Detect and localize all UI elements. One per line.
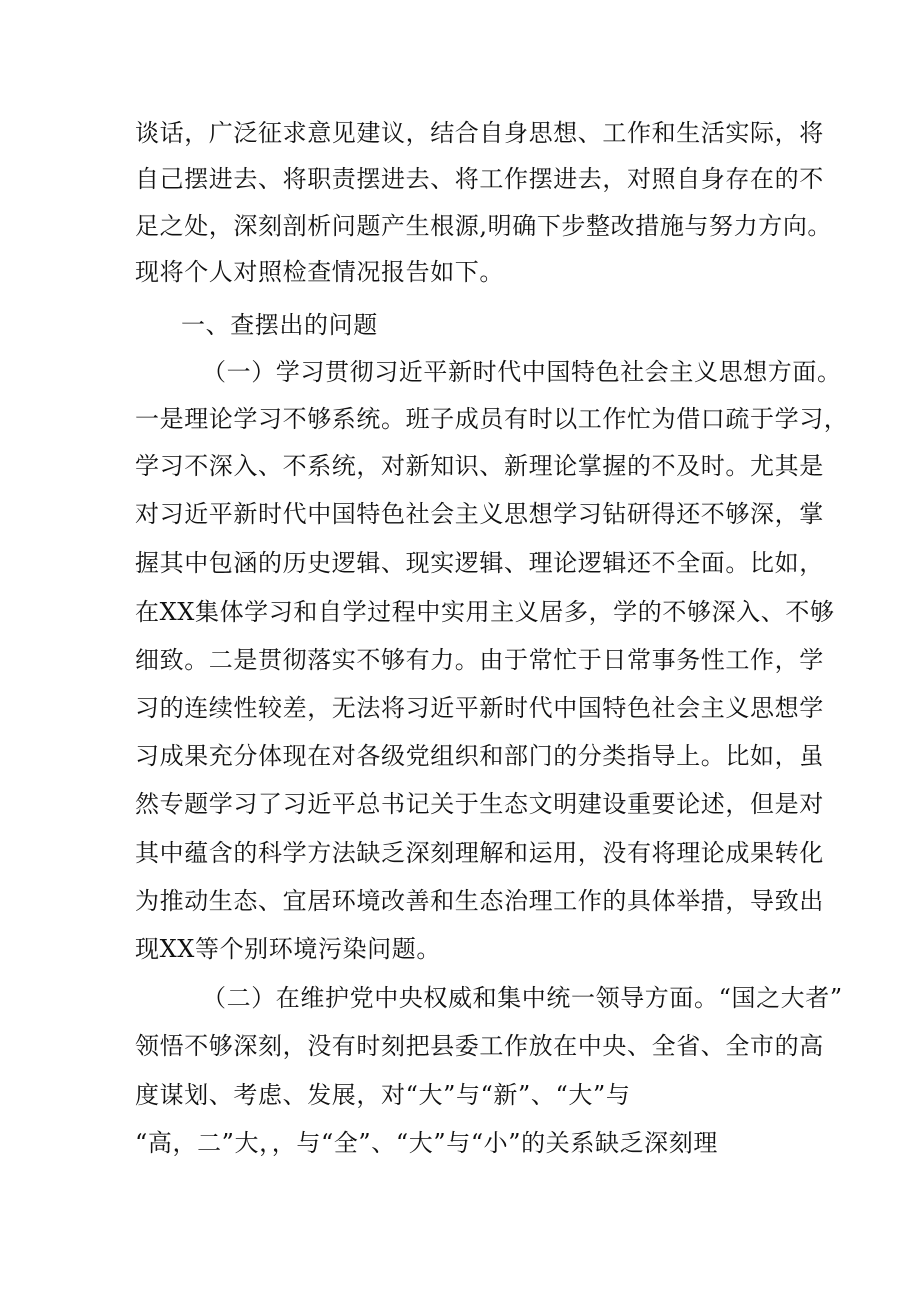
paragraph-line-4: 现将个人对照检查情况报告如下。 <box>135 258 504 286</box>
paragraph-line-1: 谈话，广泛征求意见建议，结合自身思想、工作和生活实际，将 <box>135 119 824 147</box>
paragraph-line-2: 自己摆进去、将职责摆进去、将工作摆进去，对照自身存在的不 <box>135 165 824 193</box>
subsection-heading-1: （一）学习贯彻习近平新时代中国特色社会主义思想方面。 <box>202 358 842 386</box>
paragraph-line-19: “高，二”大，，与“全”、“大”与“小”的关系缺乏深刻理 <box>135 1129 718 1157</box>
paragraph-line-6: 学习不深入、不系统，对新知识、新理论掌握的不及时。尤其是 <box>135 452 824 480</box>
paragraph-line-16: 现XX等个别环境污染问题。 <box>135 935 441 963</box>
paragraph-line-3: 足之处，深刻剖析问题产生根源,明确下步整改措施与努力方向。 <box>135 212 833 240</box>
paragraph-line-18: 度谋划、考虑、发展，对“大”与“新”、“大”与 <box>135 1081 631 1109</box>
paragraph-line-15: 为推动生态、宜居环境改善和生态治理工作的具体举措，导致出 <box>135 887 824 915</box>
paragraph-line-5: 一是理论学习不够系统。班子成员有时以工作忙为借口疏于学习， <box>135 405 849 433</box>
paragraph-line-12: 习成果充分体现在对各级党组织和部门的分类指导上。比如，虽 <box>135 742 824 770</box>
paragraph-line-17: 领悟不够深刻，没有时刻把县委工作放在中央、全省、全市的高 <box>135 1032 824 1060</box>
section-heading: 一、查摆出的问题 <box>181 311 378 339</box>
paragraph-line-8: 握其中包涵的历史逻辑、现实逻辑、理论逻辑还不全面。比如， <box>135 549 824 577</box>
subsection-heading-2: （二）在维护党中央权威和集中统一领导方面。“国之大者” <box>202 984 843 1012</box>
paragraph-line-7: 对习近平新时代中国特色社会主义思想学习钻研得还不够深，掌 <box>135 500 824 528</box>
paragraph-line-13: 然专题学习了习近平总书记关于生态文明建设重要论述，但是对 <box>135 790 824 818</box>
paragraph-line-10: 细致。二是贯彻落实不够有力。由于常忙于日常事务性工作，学 <box>135 646 824 674</box>
paragraph-line-14: 其中蕴含的科学方法缺乏深刻理解和运用，没有将理论成果转化 <box>135 839 824 867</box>
paragraph-line-11: 习的连续性较差，无法将习近平新时代中国特色社会主义思想学 <box>135 694 824 722</box>
paragraph-line-9: 在XX集体学习和自学过程中实用主义居多，学的不够深入、不够 <box>135 598 835 626</box>
